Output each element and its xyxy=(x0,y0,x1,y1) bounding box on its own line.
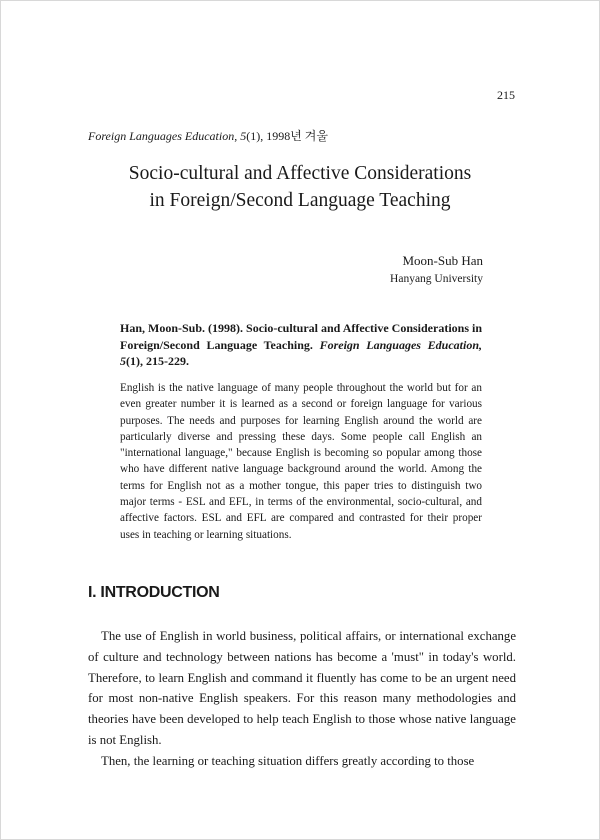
body-paragraph-2: Then, the learning or teaching situation differs greatly according to those xyxy=(101,753,475,768)
section-heading: I. INTRODUCTION xyxy=(88,584,220,601)
citation-pages: (1), 215-229. xyxy=(126,354,189,368)
author-block xyxy=(390,251,483,288)
citation-volume: 5 xyxy=(120,354,126,368)
journal-header: Foreign Languages Education, 5(1), 1998년 겨울 xyxy=(88,129,328,143)
abstract: English is the native language of many people throughout the world but for an even greater number it is learned as a second or foreign language for various purposes. The needs and purposes for learning English around the world are particularly diverse and pressing these days. Some people call English an "international language," because English is becoming so popular among those who have different native language background around the world. Among the terms for English not as a mother tongue, this paper tries to distinguish two major terms - ESL and EFL, in terms of the environmental, socio-cultural, and affective factors. ESL and EFL are compared and contrasted for their proper uses in teaching or learning situations. xyxy=(120,382,482,541)
citation-journal: Foreign Languages Education, xyxy=(319,337,482,352)
journal-volume: 5 xyxy=(240,129,247,143)
body-paragraph-1: The use of English in world business, political affairs, or international exchange of culture and technology between nations has become a 'must" in today's world. Therefore, to learn English and command it fluently has come to be an urgent need for most non-native English speakers. For this reason many methodologies and theories have been developed to help teach English to those whose native language is not English. xyxy=(88,629,516,747)
body-text xyxy=(88,626,516,772)
journal-name: Foreign Languages Education xyxy=(88,129,235,143)
citation-prefix: Han, Moon-Sub. (1998). Socio-cultural and Affective Considerations in Foreign/Second Language Teaching. xyxy=(120,321,483,352)
paper-title xyxy=(0,160,600,214)
page-number: 215 xyxy=(497,88,515,102)
author-affiliation: Hanyang University xyxy=(390,273,483,285)
journal-issue-date: (1), 1998년 겨울 xyxy=(246,129,328,143)
paper-title-line-1: Socio-cultural and Affective Considerations xyxy=(128,163,472,184)
citation xyxy=(120,320,482,370)
paper-title-line-2: in Foreign/Second Language Teaching xyxy=(149,190,451,211)
author-name: Moon-Sub Han xyxy=(402,253,483,268)
